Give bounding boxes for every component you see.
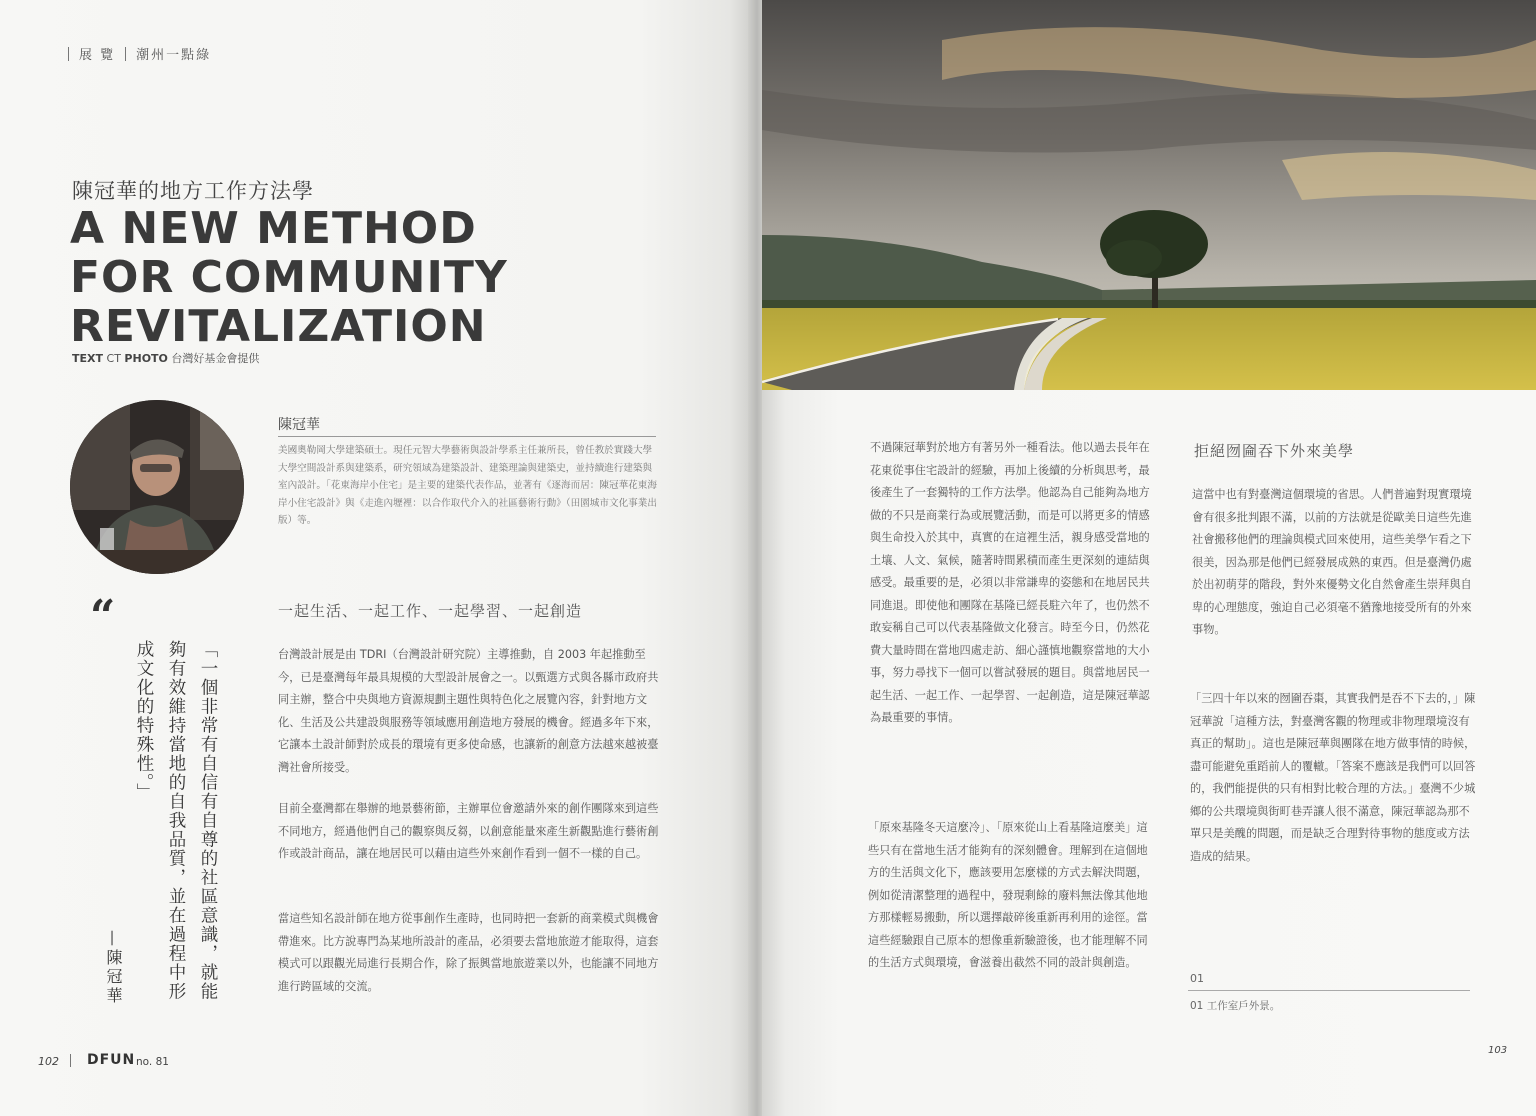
body-paragraph: 當這些知名設計師在地方從事創作生產時，也同時把一套新的商業模式與機會帶進來。比方說專門為某地所設計的產品，必須要去當地旅遊才能取得，這套模式可以跟觀光局進行長期合作，除了振興當地旅遊業以外，也能讓不同地方進行跨區域的交流。: [278, 912, 659, 993]
bio-divider: [278, 436, 656, 437]
caption-divider: [1188, 990, 1470, 991]
body-paragraph: 「原來基隆冬天這麼冷」、「原來從山上看基隆這麼美」這些只有在當地生活才能夠有的深刻體會。理解到在這個地方的生活與文化下，應該要用怎麼樣的方式去解決問題，例如從清潔整理的過程中，發現剩餘的廢料無法像其他地方那樣輕易搬動，所以選擇敲碎後重新再利用的途徑。當這些經驗跟自己原本的想像重新驗證後，也才能理解不同的生活方式與環境，會滋養出截然不同的設計與創造。: [868, 821, 1148, 969]
section-heading: 拒絕囫圇吞下外來美學: [1194, 442, 1355, 460]
title-line: A NEW METHOD: [70, 203, 477, 254]
page-number-left: 102: [38, 1055, 59, 1068]
portrait-illustration: [70, 400, 244, 574]
body-paragraph: 台灣設計展是由 TDRI（台灣設計研究院）主導推動，自 2003 年起推動至今，已是臺灣每年最具規模的大型設計展會之一。以甄選方式與各縣市政府共同主辦，整合中央與地方資源規劃主題性與特色化之展覽內容，針對地方文化、生活及公共建設與服務等領域應用創造地方發展的機會。經過多年下來，它讓本土設計師對於成長的環境有更多使命感，也讓新的創意方法越來越被臺灣社會所接受。: [278, 648, 659, 774]
body-paragraph: 這當中也有對臺灣這個環境的省思。人們普遍對現實環境會有很多批判跟不滿，以前的方法就是從歐美日這些先進社會搬移他們的理論與模式回來使用，這些美學乍看之下很美，因為那是他們已經發展成熟的東西。但是臺灣仍處於出初萌芽的階段，對外來優勢文化自然會產生崇拜與自卑的心理態度，強迫自己必須毫不猶豫地接受所有的外來事物。: [1192, 488, 1472, 636]
pull-quote: 「一個非常有自信有自尊的社區意識，就能夠有效維持當地的自我品質，並在過程中形成文化的特殊性。」: [134, 640, 218, 1001]
left-page: [0, 0, 752, 1116]
divider: [68, 47, 69, 61]
section-header: [68, 44, 211, 63]
credits: [72, 350, 259, 366]
section-heading: 一起生活、一起工作、一起學習、一起創造: [278, 602, 583, 620]
photo-credit-value: 台灣好基金會提供: [171, 352, 260, 365]
bio-text: 美國奧勒岡大學建築碩士。現任元智大學藝術與設計學系主任兼所長，曾任教於實踐大學大學空間設計系與建築系，研究領域為建築設計、建築理論與建築史，並持續進行建築與室內設計。「花東海岸小住宅」是主要的建築代表作品，並著有《逐海而居：陳冠華花東海岸小住宅設計》與《走進內壢裡：以合作取代介入的社區藝術行動》（田園城市文化事業出版）等。: [278, 445, 657, 526]
photo-credit-label: PHOTO: [124, 352, 168, 365]
divider: [70, 1054, 71, 1067]
rice-field-road-illustration: [762, 0, 1536, 390]
quote-author: —陳冠華: [104, 930, 123, 1006]
magazine-logo: DFUN: [87, 1052, 136, 1068]
article-title: [70, 204, 590, 351]
text-credit-value: CT: [106, 352, 121, 365]
bio-name: 陳冠華: [278, 417, 320, 433]
column-label: 潮州一點綠: [136, 48, 212, 63]
title-line: FOR COMMUNITY: [70, 252, 508, 303]
body-paragraph: 「三四十年以來的囫圇吞棗，其實我們是吞不下去的，」陳冠華說「這種方法，對臺灣客觀的物理或非物理環境沒有真正的幫助」。這也是陳冠華與團隊在地方做事情的時候，盡可能避免重蹈前人的覆轍。「答案不應該是我們可以回答的，我們能提供的只有相對比較合理的方法。」臺灣不少城鄉的公共環境與街町巷弄讓人很不滿意，陳冠華認為那不單只是美醜的問題，而是缺乏合理對待事物的態度或方法造成的結果。: [1190, 692, 1476, 863]
photo-caption: 01 工作室戶外景。: [1190, 1000, 1281, 1012]
body-paragraph: 不過陳冠華對於地方有著另外一種看法。他以過去長年在花東從事住宅設計的經驗，再加上後續的分析與思考，最後產生了一套獨特的工作方法學。他認為自己能夠為地方做的不只是商業行為或展覽活動，而是可以將更多的情感與生命投入於其中，真實的在這裡生活，親身感受當地的土壤、人文、氣候，隨著時間累積而產生更深刻的連結與感受。最重要的是，必須以非常謙卑的姿態和在地居民共同進退。即使他和團隊在基隆已經長駐六年了，也仍然不敢妄稱自己可以代表基隆做文化發言。時至今日，仍然花費大量時間在當地四處走訪、細心謹慎地觀察當地的大小事，努力尋找下一個可以嘗試發展的題目。與當地居民一起生活、一起工作、一起學習、一起創造，這是陳冠華認為最重要的事情。: [870, 441, 1150, 724]
page-number-right: 103: [1488, 1045, 1508, 1056]
issue-number: no. 81: [136, 1056, 169, 1068]
portrait-photo: [70, 400, 244, 574]
quote-mark: “: [90, 591, 116, 642]
body-paragraph: 目前全臺灣都在舉辦的地景藝術節，主辦單位會邀請外來的創作團隊來到這些不同地方，經過他們自己的觀察與反芻，以創意能量來產生新觀點進行藝術創作或設計商品，讓在地居民可以藉由這些外來創作看到一個不一樣的自己。: [278, 802, 659, 860]
caption-number: 01: [1190, 972, 1204, 985]
text-credit-label: TEXT: [72, 352, 104, 365]
divider: [125, 47, 126, 61]
landscape-photo: [762, 0, 1536, 390]
title-line: REVITALIZATION: [70, 301, 487, 352]
section-label: 展 覽: [79, 48, 116, 63]
article-subtitle: 陳冠華的地方工作方法學: [72, 179, 314, 203]
